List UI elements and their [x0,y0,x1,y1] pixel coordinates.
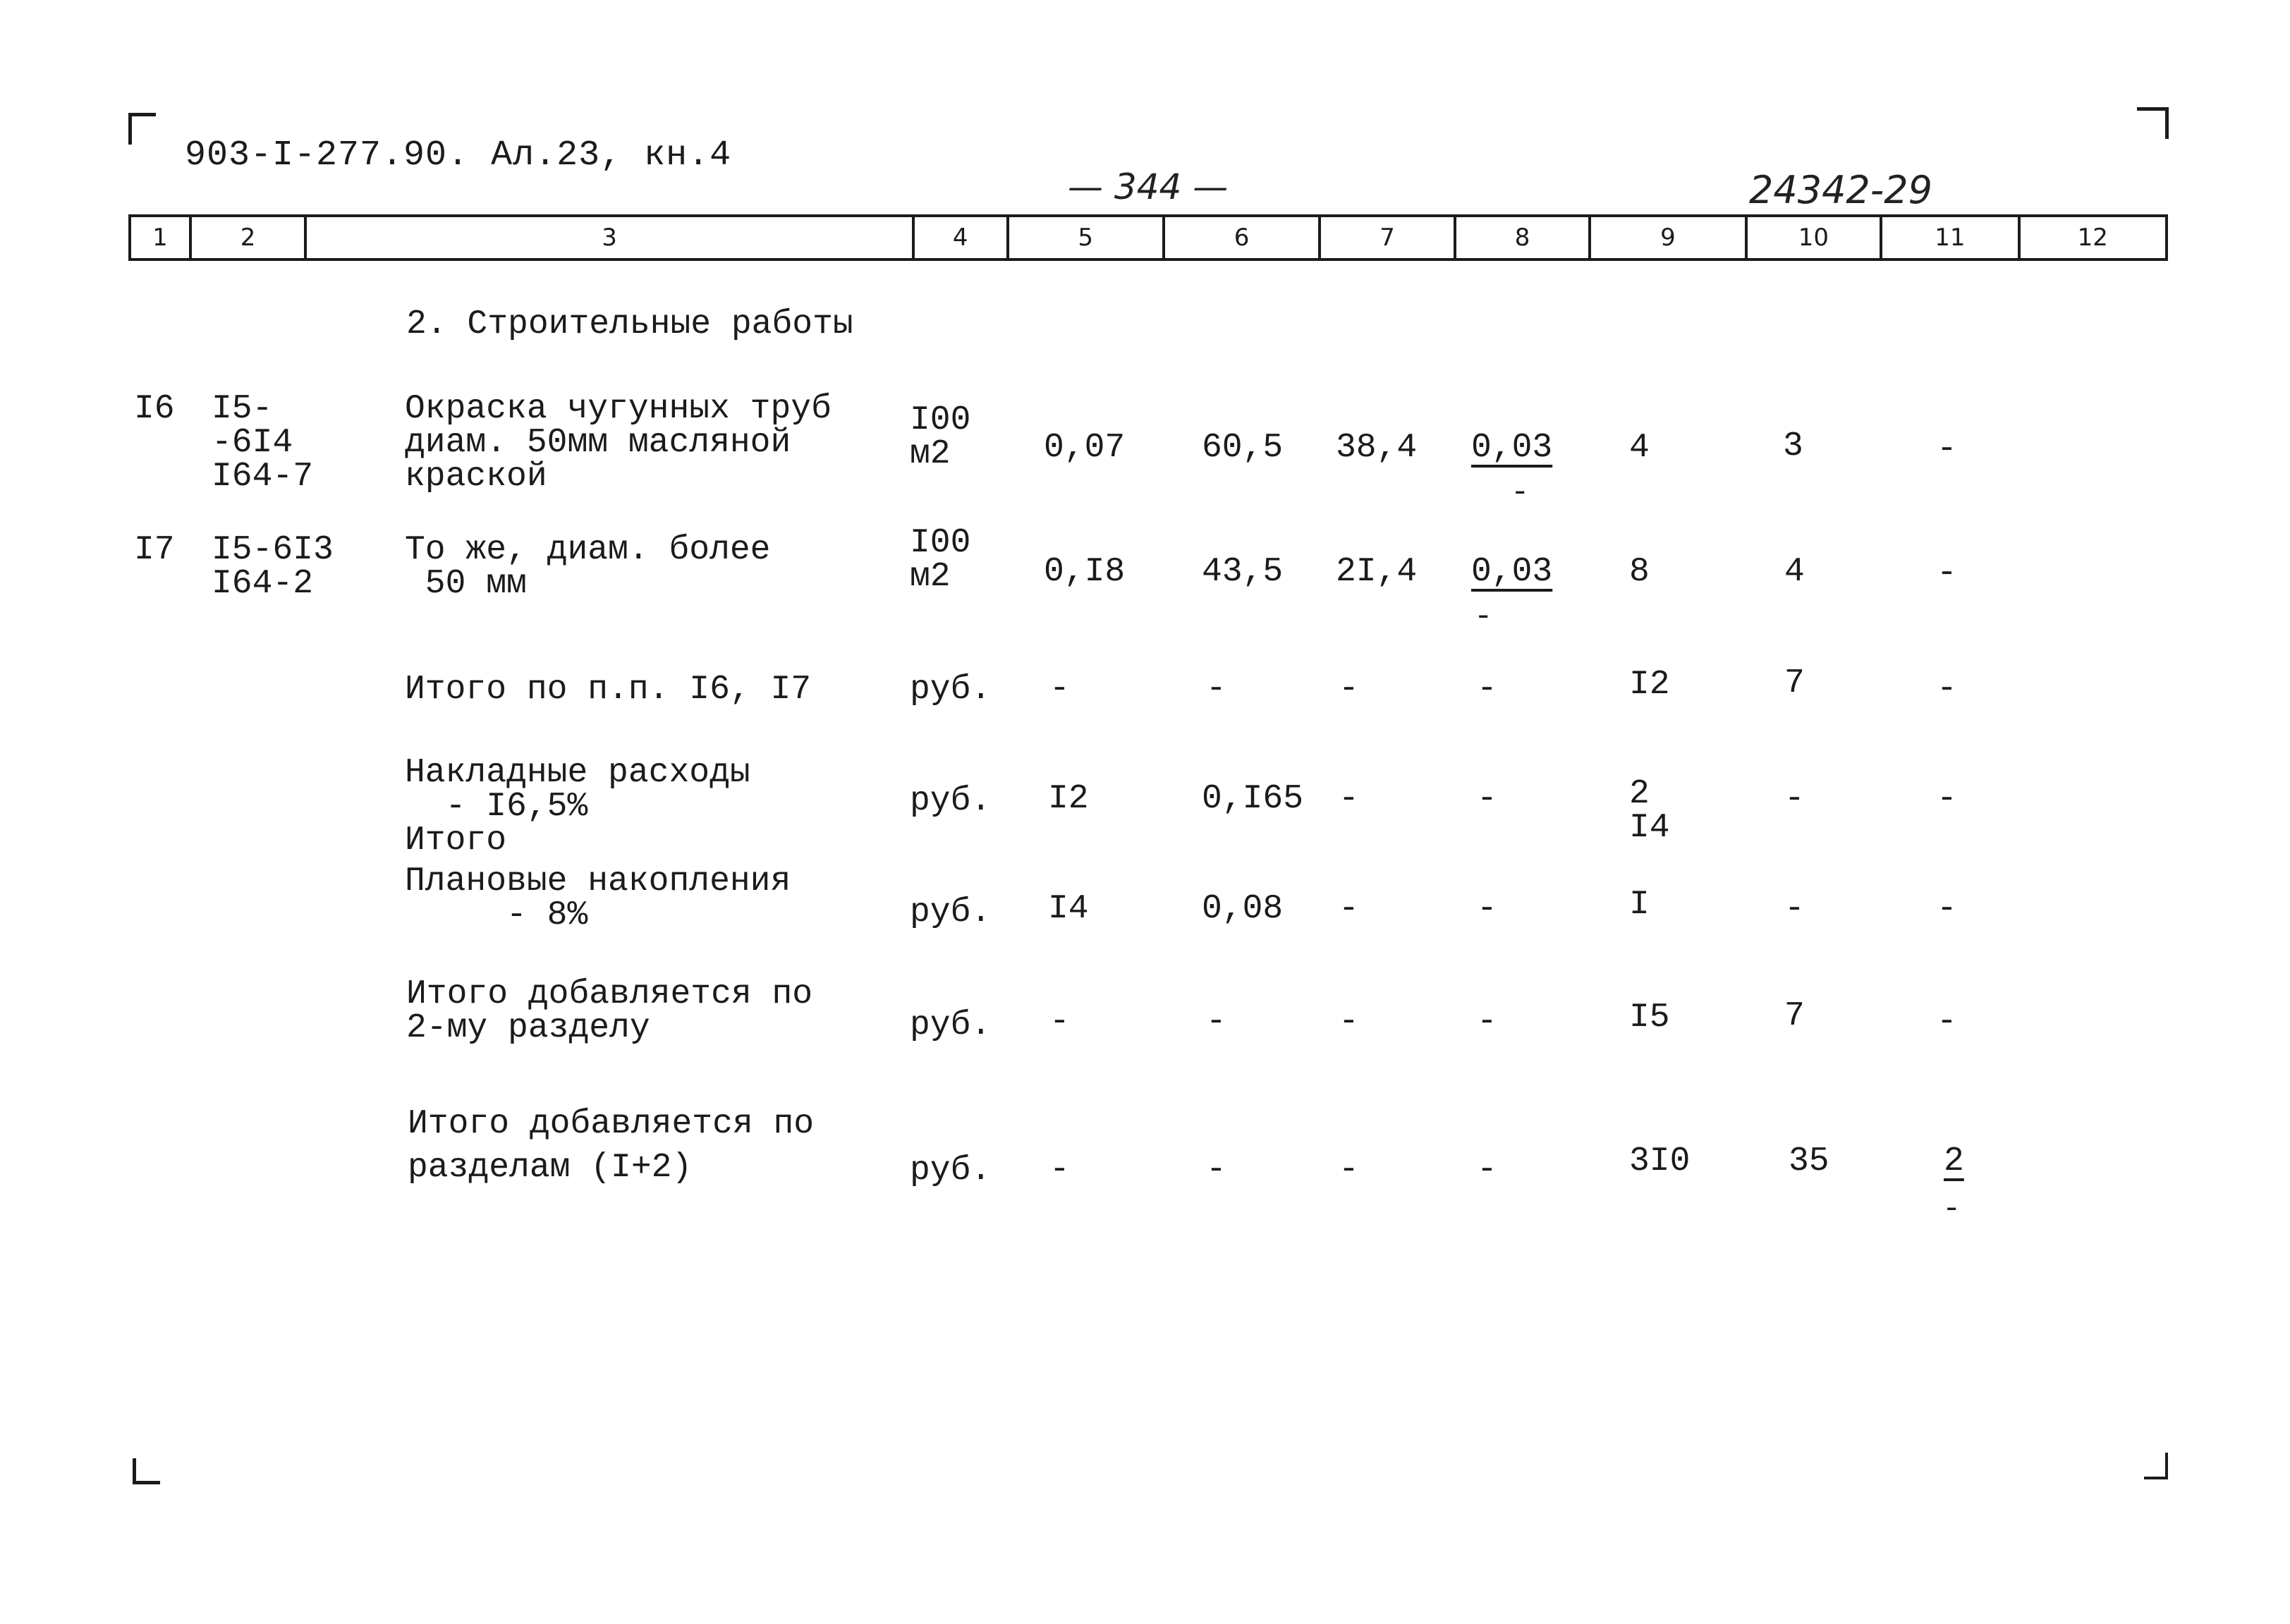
cell-col11: - [1937,1003,1957,1041]
cell-col5: 0,07 [1044,429,1126,467]
cell-col11: - [1937,670,1957,708]
cell-col8: 0,03 [1471,429,1553,467]
column-header: 12 [2077,224,2108,252]
cell-col10: 4 [1784,553,1805,591]
cell-col8: - [1477,670,1497,708]
row-description: Плановые накопления - 8% [405,862,791,934]
corner-mark-top-right [2137,107,2169,139]
cell-col7: 38,4 [1336,429,1418,467]
corner-mark-bottom-left [133,1458,160,1484]
cell-col6: - [1206,1151,1226,1189]
cell-col8: - [1477,890,1497,928]
corner-mark-bottom-right [2144,1453,2168,1479]
cell-col9: 8 [1629,553,1650,591]
row-description: То же, диам. более 50 мм [405,531,771,603]
row-unit: руб. [910,893,992,932]
column-header: 8 [1456,217,1591,258]
row-description: Итого по п.п. I6, I7 [405,671,812,709]
row-code: I5- -6I4 I64-7 [212,390,314,496]
column-header: 11 [1882,217,2020,258]
document-id: 24342-29 [1749,168,1932,212]
cell-col5: - [1049,1151,1070,1189]
cell-col6: 0,08 [1202,890,1284,928]
cell-col11: - [1937,430,1957,468]
row-unit: руб. [910,671,992,709]
cell-col8-sub: - [1474,599,1493,635]
column-header-row [128,214,2168,261]
cell-col10: 7 [1784,997,1805,1035]
row-unit: I00 м2 [910,401,971,473]
cell-col8-sub: - [1511,475,1530,511]
cell-col9: I [1629,886,1650,924]
cell-col9: 3I0 [1629,1142,1691,1180]
cell-col10: 7 [1784,664,1805,702]
cell-col6: 43,5 [1202,553,1284,591]
column-header: 10 [1748,217,1882,258]
cell-col8: - [1477,1151,1497,1189]
cell-col5: I4 [1048,890,1089,928]
cell-col10: - [1784,890,1805,928]
column-header: 2 [192,217,307,258]
cell-col9: I2 [1629,666,1670,704]
corner-mark-top-left [128,113,156,145]
cell-col10: - [1784,780,1805,818]
cell-col8: 0,03 [1471,553,1553,591]
cell-col6: 0,I65 [1202,780,1304,818]
cell-col9: 4 [1629,429,1650,467]
cell-col10: 3 [1783,427,1803,465]
cell-col7: - [1339,670,1359,708]
cell-col5: - [1049,1003,1070,1041]
cell-col7: - [1339,1003,1359,1041]
cell-col6: - [1206,670,1226,708]
row-number: I7 [134,531,175,569]
cell-col5: - [1049,670,1070,708]
row-description: Итого добавляется по разделам (I+2) [408,1105,815,1187]
row-unit: руб. [910,1006,992,1044]
cell-col7: - [1339,780,1359,818]
cell-col5: 0,I8 [1044,553,1126,591]
cell-col11: - [1937,780,1957,818]
column-header: 9 [1591,217,1747,258]
row-description: Окраска чугунных труб диам. 50мм масляной краской [405,390,832,496]
row-unit: I00 м2 [910,524,971,596]
column-header: 6 [1165,217,1321,258]
row-description: Итого добавляется по 2-му разделу [406,975,813,1047]
page-number: — 344 — [1068,166,1229,207]
row-code: I5-6I3 I64-2 [212,531,334,603]
cell-col7: - [1339,890,1359,928]
column-header: 1 [131,217,192,258]
section-title: 2. Строительные работы [406,305,853,343]
cell-col7: - [1339,1151,1359,1189]
row-unit: руб. [910,782,992,820]
cell-col11: - [1937,554,1957,592]
document-code: 903-I-277.90. Ал.23, кн.4 [185,135,732,176]
column-header: 3 [307,217,915,258]
cell-col11-sub: - [1942,1192,1961,1227]
cell-col11: 2 [1944,1142,1964,1180]
cell-col6: - [1206,1003,1226,1041]
row-unit: руб. [910,1152,992,1190]
cell-col6: 60,5 [1202,429,1284,467]
cell-col7: 2I,4 [1336,553,1418,591]
cell-col9: I5 [1629,999,1670,1037]
cell-col11: - [1937,890,1957,928]
cell-col8: - [1477,1003,1497,1041]
cell-col5: I2 [1048,780,1089,818]
cell-col9: 2 I4 [1629,775,1670,847]
row-number: I6 [134,390,175,428]
column-header: 7 [1321,217,1456,258]
row-description: Накладные расходы - I6,5% Итого [405,754,750,860]
column-header: 4 [915,217,1009,258]
column-header: 5 [1009,217,1165,258]
cell-col10: 35 [1789,1142,1829,1180]
cell-col8: - [1477,780,1497,818]
